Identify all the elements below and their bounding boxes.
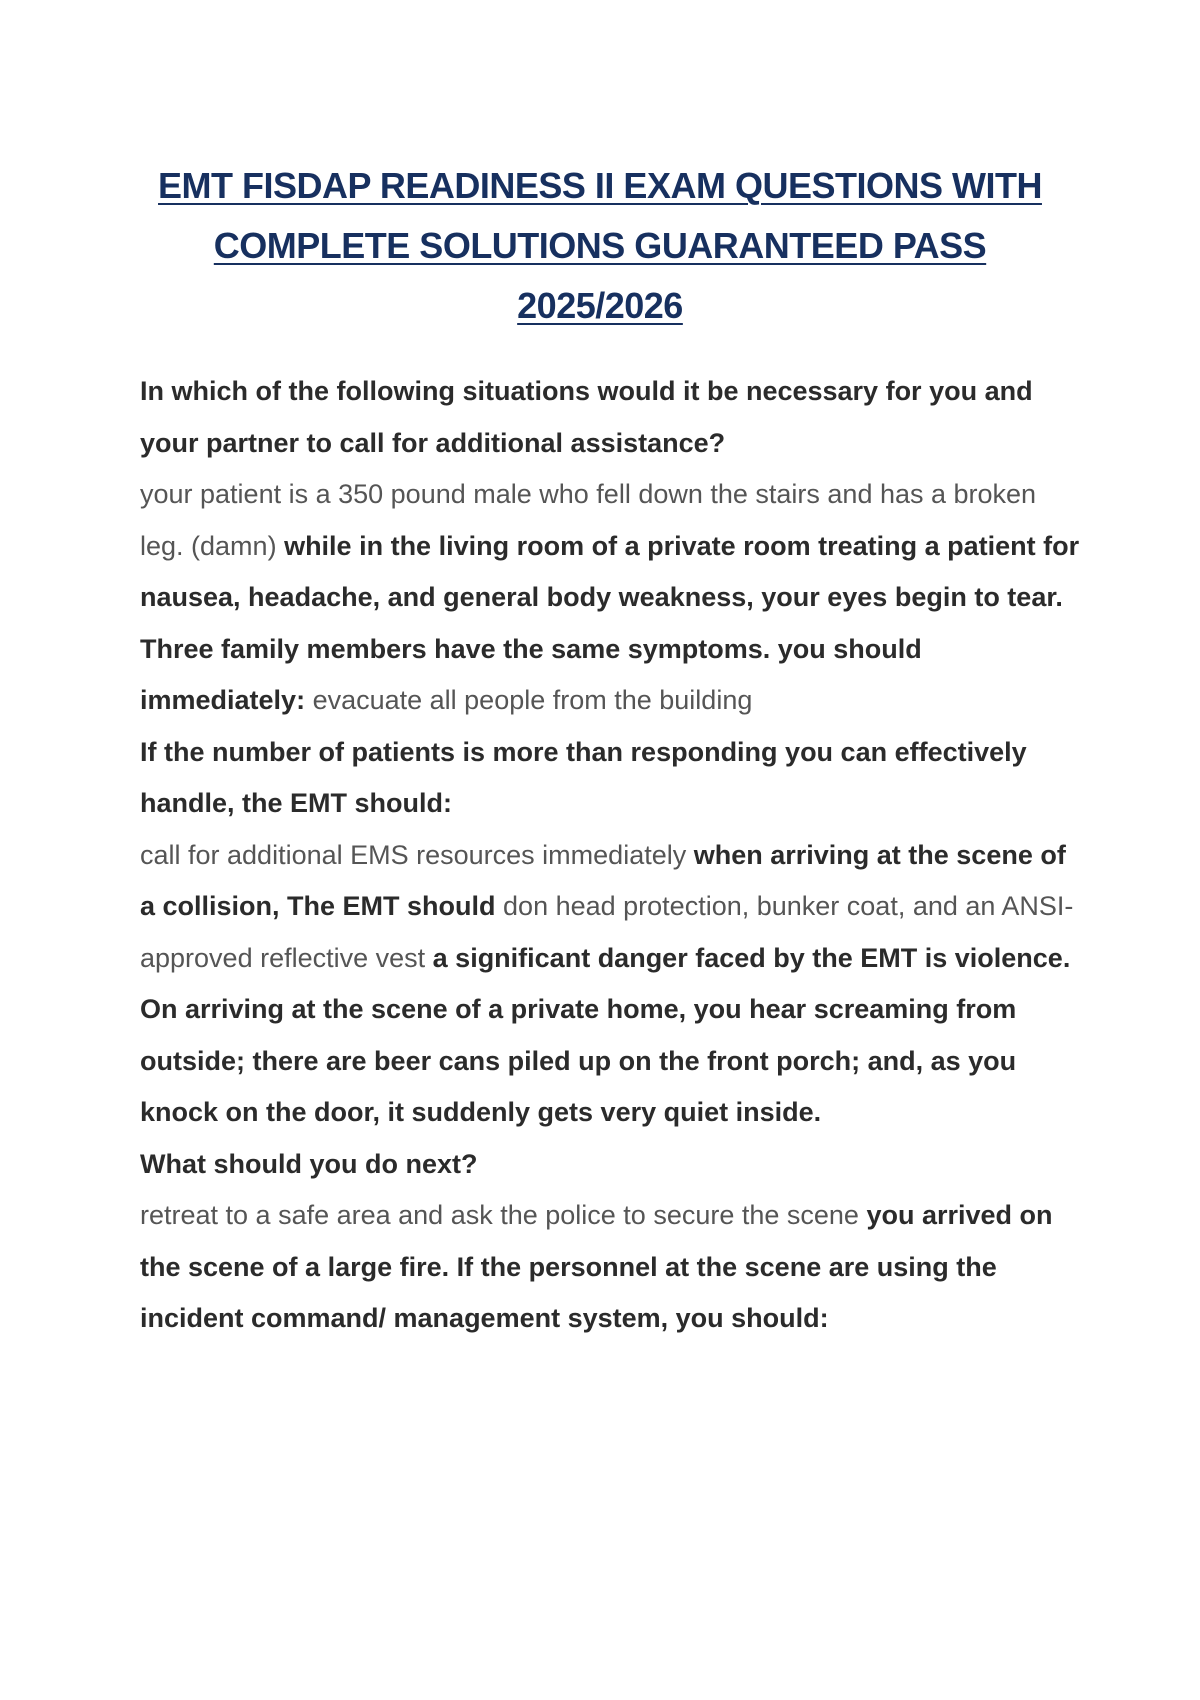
title-line-3: 2025/2026 xyxy=(517,285,683,326)
paragraph-1 xyxy=(140,366,1080,469)
document-title xyxy=(0,156,1200,336)
answer-text: call for additional EMS resources immediately xyxy=(140,839,694,870)
question-text: when arriving at the scene of a collision, The EMT should xyxy=(140,839,1066,921)
answer-text: your patient is a 350 pound male who fell down the stairs and has a broken leg. (damn) xyxy=(140,479,1037,561)
title-line-1: EMT FISDAP READINESS II EXAM QUESTIONS WITH xyxy=(158,165,1042,206)
paragraph-5 xyxy=(140,1139,1080,1191)
paragraph-4 xyxy=(140,830,1080,1139)
question-text: you arrived on the scene of a large fire. If the personnel at the scene are using the incident command/ management system, you should: xyxy=(140,1200,1053,1333)
answer-text: don head protection, bunker coat, and an ANSI-approved reflective vest xyxy=(140,891,1074,973)
paragraph-6 xyxy=(140,1190,1080,1345)
question-text: In which of the following situations would it be necessary for you and your partner to call for additional assistance? xyxy=(140,376,1033,458)
question-text: a significant danger faced by the EMT is violence. On arriving at the scene of a private home, you hear screaming from outside; there are beer cans piled up on the front porch; and, as you knock on the door, it suddenly gets very quiet inside. xyxy=(140,942,1071,1127)
answer-text: evacuate all people from the building xyxy=(312,685,753,715)
title-line-2: COMPLETE SOLUTIONS GUARANTEED PASS xyxy=(213,225,987,266)
question-text: If the number of patients is more than responding you can effectively handle, the EMT should: xyxy=(140,736,1027,818)
question-text: while in the living room of a private room treating a patient for nausea, headache, and general body weakness, your eyes begin to tear. Three family members have the same symptoms. you should immediately: xyxy=(140,530,1080,715)
answer-text: retreat to a safe area and ask the police to secure the scene xyxy=(140,1200,867,1230)
paragraph-3 xyxy=(140,727,1080,830)
question-text: What should you do next? xyxy=(140,1148,478,1179)
paragraph-2 xyxy=(140,469,1080,727)
document-body xyxy=(140,366,1080,1345)
